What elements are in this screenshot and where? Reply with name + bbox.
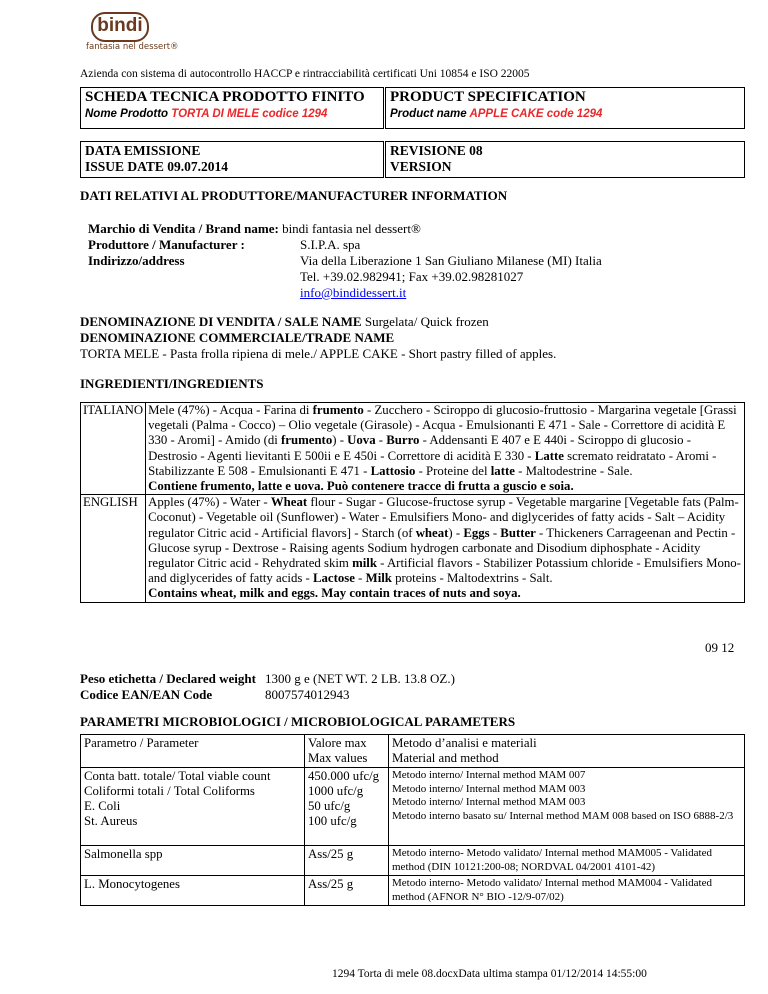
manufacturer-section-title: DATI RELATIVI AL PRODUTTORE/MANUFACTURER INFORMATION — [80, 188, 508, 203]
ingredients-english — [146, 495, 745, 602]
producer-value: S.I.P.A. spa — [300, 237, 361, 252]
issue-date-box — [80, 141, 384, 178]
bindi-logo — [86, 12, 186, 58]
address-label: Indirizzo/address — [88, 253, 185, 268]
issue-label: DATA EMISSIONE — [85, 143, 201, 158]
allergen-highlight: Lattosio — [370, 463, 416, 478]
logo-word: bindi — [91, 12, 149, 42]
header-box-italian — [80, 87, 384, 129]
weight-label: Peso etichetta / Declared weight — [80, 671, 256, 686]
address-value: Via della Liberazione 1 San Giuliano Milanese (MI) Italia — [300, 253, 602, 268]
phone-fax: Tel. +39.02.982941; Fax +39.02.98281027 — [300, 269, 524, 284]
lang-english: ENGLISH — [81, 495, 146, 602]
ingredients-row-english — [81, 495, 745, 602]
micro-section-title: PARAMETRI MICROBIOLOGICI / MICROBIOLOGICAL PARAMETERS — [80, 714, 516, 729]
issue-date: ISSUE DATE 09.07.2014 — [85, 159, 229, 174]
lang-italian: ITALIANO — [81, 403, 146, 495]
ean-value: 8007574012943 — [265, 687, 350, 702]
ingredient-text: scremato reidratato - Aromi - Stabilizzante E 508 - Emulsionanti E 471 - — [148, 448, 717, 478]
header-value: Valore max Max values — [305, 735, 389, 768]
ingredient-text: - — [375, 433, 387, 448]
header-method: Metodo d’analisi e materiali Material and method — [389, 735, 745, 768]
allergen-highlight: Butter — [500, 525, 536, 540]
english-product-line: Product name APPLE CAKE code 1294 — [390, 108, 603, 120]
ingredient-text: Mele (47%) - Acqua - Farina di — [148, 403, 313, 417]
ingredient-text: - Zucchero - Sciroppo di glucosio-fruttosio - Margarina vegetale [Grassi vegetali (Palma - Cocco) – Olio vegetale (Girasole) - Acqua - Emulsionanti E 471 - Sale - Correttore di acidità E 330 - Aromi] - Amido (di — [148, 403, 737, 448]
param-salmonella: Salmonella spp — [81, 846, 305, 876]
ingredient-text: - Thickeners Carrageenan and Pectin - Glucose syrup - Dextrose - Raising agents Sodium hydrogen carbonate and Disodium diphosphate - Acidity regulator Citric acid - Rehydrated skim — [148, 525, 736, 571]
micro-values: 450.000 ufc/g 1000 ufc/g 50 ufc/g 100 ufc/g — [305, 768, 389, 846]
micro-row-salmonella — [81, 846, 745, 876]
ingredient-text: flour - Sugar - Glucose-fructose syrup - Vegetable margarine [Vegetable fats (Palm-Coconut) - Vegetable oil (Sunflower) - Water - Emulsifiers Mono- and diglycerides of fatty acids - Salt – Acidity regulator Citric acid - Artificial flavors] - Starch (of — [148, 495, 739, 540]
allergen-highlight: Milk — [365, 571, 392, 586]
micro-methods: Metodo interno/ Internal method MAM 007 Metodo interno/ Internal method MAM 003 Metodo interno/ Internal method MAM 003 Metodo interno basato su/ Internal method MAM 008 based on ISO 6888-2/3 — [389, 768, 745, 846]
footer-print-info: 1294 Torta di mele 08.docxData ultima stampa 01/12/2014 14:55:00 — [332, 968, 647, 980]
value-salmonella: Ass/25 g — [305, 846, 389, 876]
allergen-highlight: milk — [352, 556, 377, 571]
email-row — [300, 285, 406, 301]
brand-row: Marchio di Vendita / Brand name: bindi fantasia nel dessert® — [88, 221, 421, 236]
ingredient-text: - — [489, 525, 501, 540]
allergen-highlight: Uova — [347, 433, 376, 448]
ingredient-text: - Addensanti E 407 e E 440i - Sciroppo di glucosio - Destrosio - Agenti lievitanti E 500ii e E 450i - Correttore di acidità E 330 - — [148, 433, 691, 463]
trade-name-desc: TORTA MELE - Pasta frolla ripiena di mele./ APPLE CAKE - Short pastry filled of apples. — [80, 346, 557, 361]
ean-label: Codice EAN/EAN Code — [80, 687, 213, 702]
method-salmonella: Metodo interno- Metodo validato/ Internal method MAM005 - Validated method (DIN 10121:200-08; NORDVAL 04/2001 4101-42) — [389, 846, 745, 876]
revision-label: REVISIONE 08 — [390, 143, 483, 158]
allergen-highlight: Latte — [534, 448, 564, 463]
italian-product-name: TORTA DI MELE codice 1294 — [171, 108, 328, 120]
trade-name-label: DENOMINAZIONE COMMERCIALE/TRADE NAME — [80, 330, 395, 345]
allergen-highlight: latte — [490, 463, 515, 478]
allergen-highlight: Lactose — [313, 571, 355, 586]
ingredients-italian-text — [148, 403, 737, 478]
allergen-highlight: Eggs — [463, 525, 490, 540]
param-listeria: L. Monocytogenes — [81, 876, 305, 906]
ingredient-text: Apples (47%) - Water - — [148, 495, 271, 510]
ingredients-italian — [146, 403, 745, 495]
header-box-english — [385, 87, 745, 129]
ingredient-text: - Proteine del — [415, 463, 491, 478]
allergen-highlight: Burro — [386, 433, 420, 448]
ingredients-section-title: INGREDIENTI/INGREDIENTS — [80, 376, 264, 391]
micro-params: Conta batt. totale/ Total viable count Coliformi totali / Total Coliforms E. Coli St. Aureus — [81, 768, 305, 846]
ingredients-table — [80, 402, 745, 603]
allergen-highlight: frumento — [281, 433, 333, 448]
certification-line: Azienda con sistema di autocontrollo HACCP e rintracciabilità certificati Uni 10854 e ISO 22005 — [80, 68, 530, 80]
ingredient-text: proteins - Maltodextrins - Salt. — [391, 571, 553, 586]
micro-row-group — [81, 768, 745, 846]
allergen-warning-italian: Contiene frumento, latte e uova. Può contenere tracce di frutta a guscio e soia. — [148, 479, 574, 494]
english-title: PRODUCT SPECIFICATION — [390, 89, 586, 105]
ingredient-text: - — [354, 571, 366, 586]
revision-box — [385, 141, 745, 178]
logo-tagline: fantasia nel dessert® — [86, 42, 179, 52]
italian-product-line: Nome Prodotto TORTA DI MELE codice 1294 — [85, 108, 328, 120]
ingredient-text: ) - — [448, 525, 464, 540]
english-product-name: APPLE CAKE code 1294 — [469, 108, 603, 120]
method-listeria: Metodo interno- Metodo validato/ Internal method MAM004 - Validated method (AFNOR N° BIO -12/9-07/02) — [389, 876, 745, 906]
micro-row-listeria — [81, 876, 745, 906]
allergen-highlight: Wheat — [270, 495, 308, 510]
ingredient-text: ) - — [332, 433, 348, 448]
header-parameter: Parametro / Parameter — [81, 735, 305, 768]
ingredients-english-text — [148, 495, 741, 585]
ingredient-text: - Maltodestrine - Sale. — [514, 463, 633, 478]
sale-name-row: DENOMINAZIONE DI VENDITA / SALE NAME Surgelata/ Quick frozen — [80, 314, 489, 329]
value-listeria: Ass/25 g — [305, 876, 389, 906]
micro-header-row — [81, 735, 745, 768]
allergen-highlight: frumento — [312, 403, 364, 417]
italian-title: SCHEDA TECNICA PRODOTTO FINITO — [85, 89, 365, 105]
version-label: VERSION — [390, 159, 452, 174]
allergen-warning-english: Contains wheat, milk and eggs. May contain traces of nuts and soya. — [148, 586, 521, 601]
producer-label: Produttore / Manufacturer : — [88, 237, 245, 252]
ingredients-code: 09 12 — [705, 640, 735, 655]
ingredient-text: - Artificial flavors - Stabilizer Potassium chloride - Emulsifiers Mono- and diglycerides of fatty acids - — [148, 556, 741, 586]
allergen-highlight: wheat — [415, 525, 449, 540]
ingredients-row-italian — [81, 403, 745, 495]
microbiological-table — [80, 734, 745, 906]
email-link[interactable]: info@bindidessert.it — [300, 285, 407, 300]
weight-value: 1300 g e (NET WT. 2 LB. 13.8 OZ.) — [265, 671, 455, 686]
